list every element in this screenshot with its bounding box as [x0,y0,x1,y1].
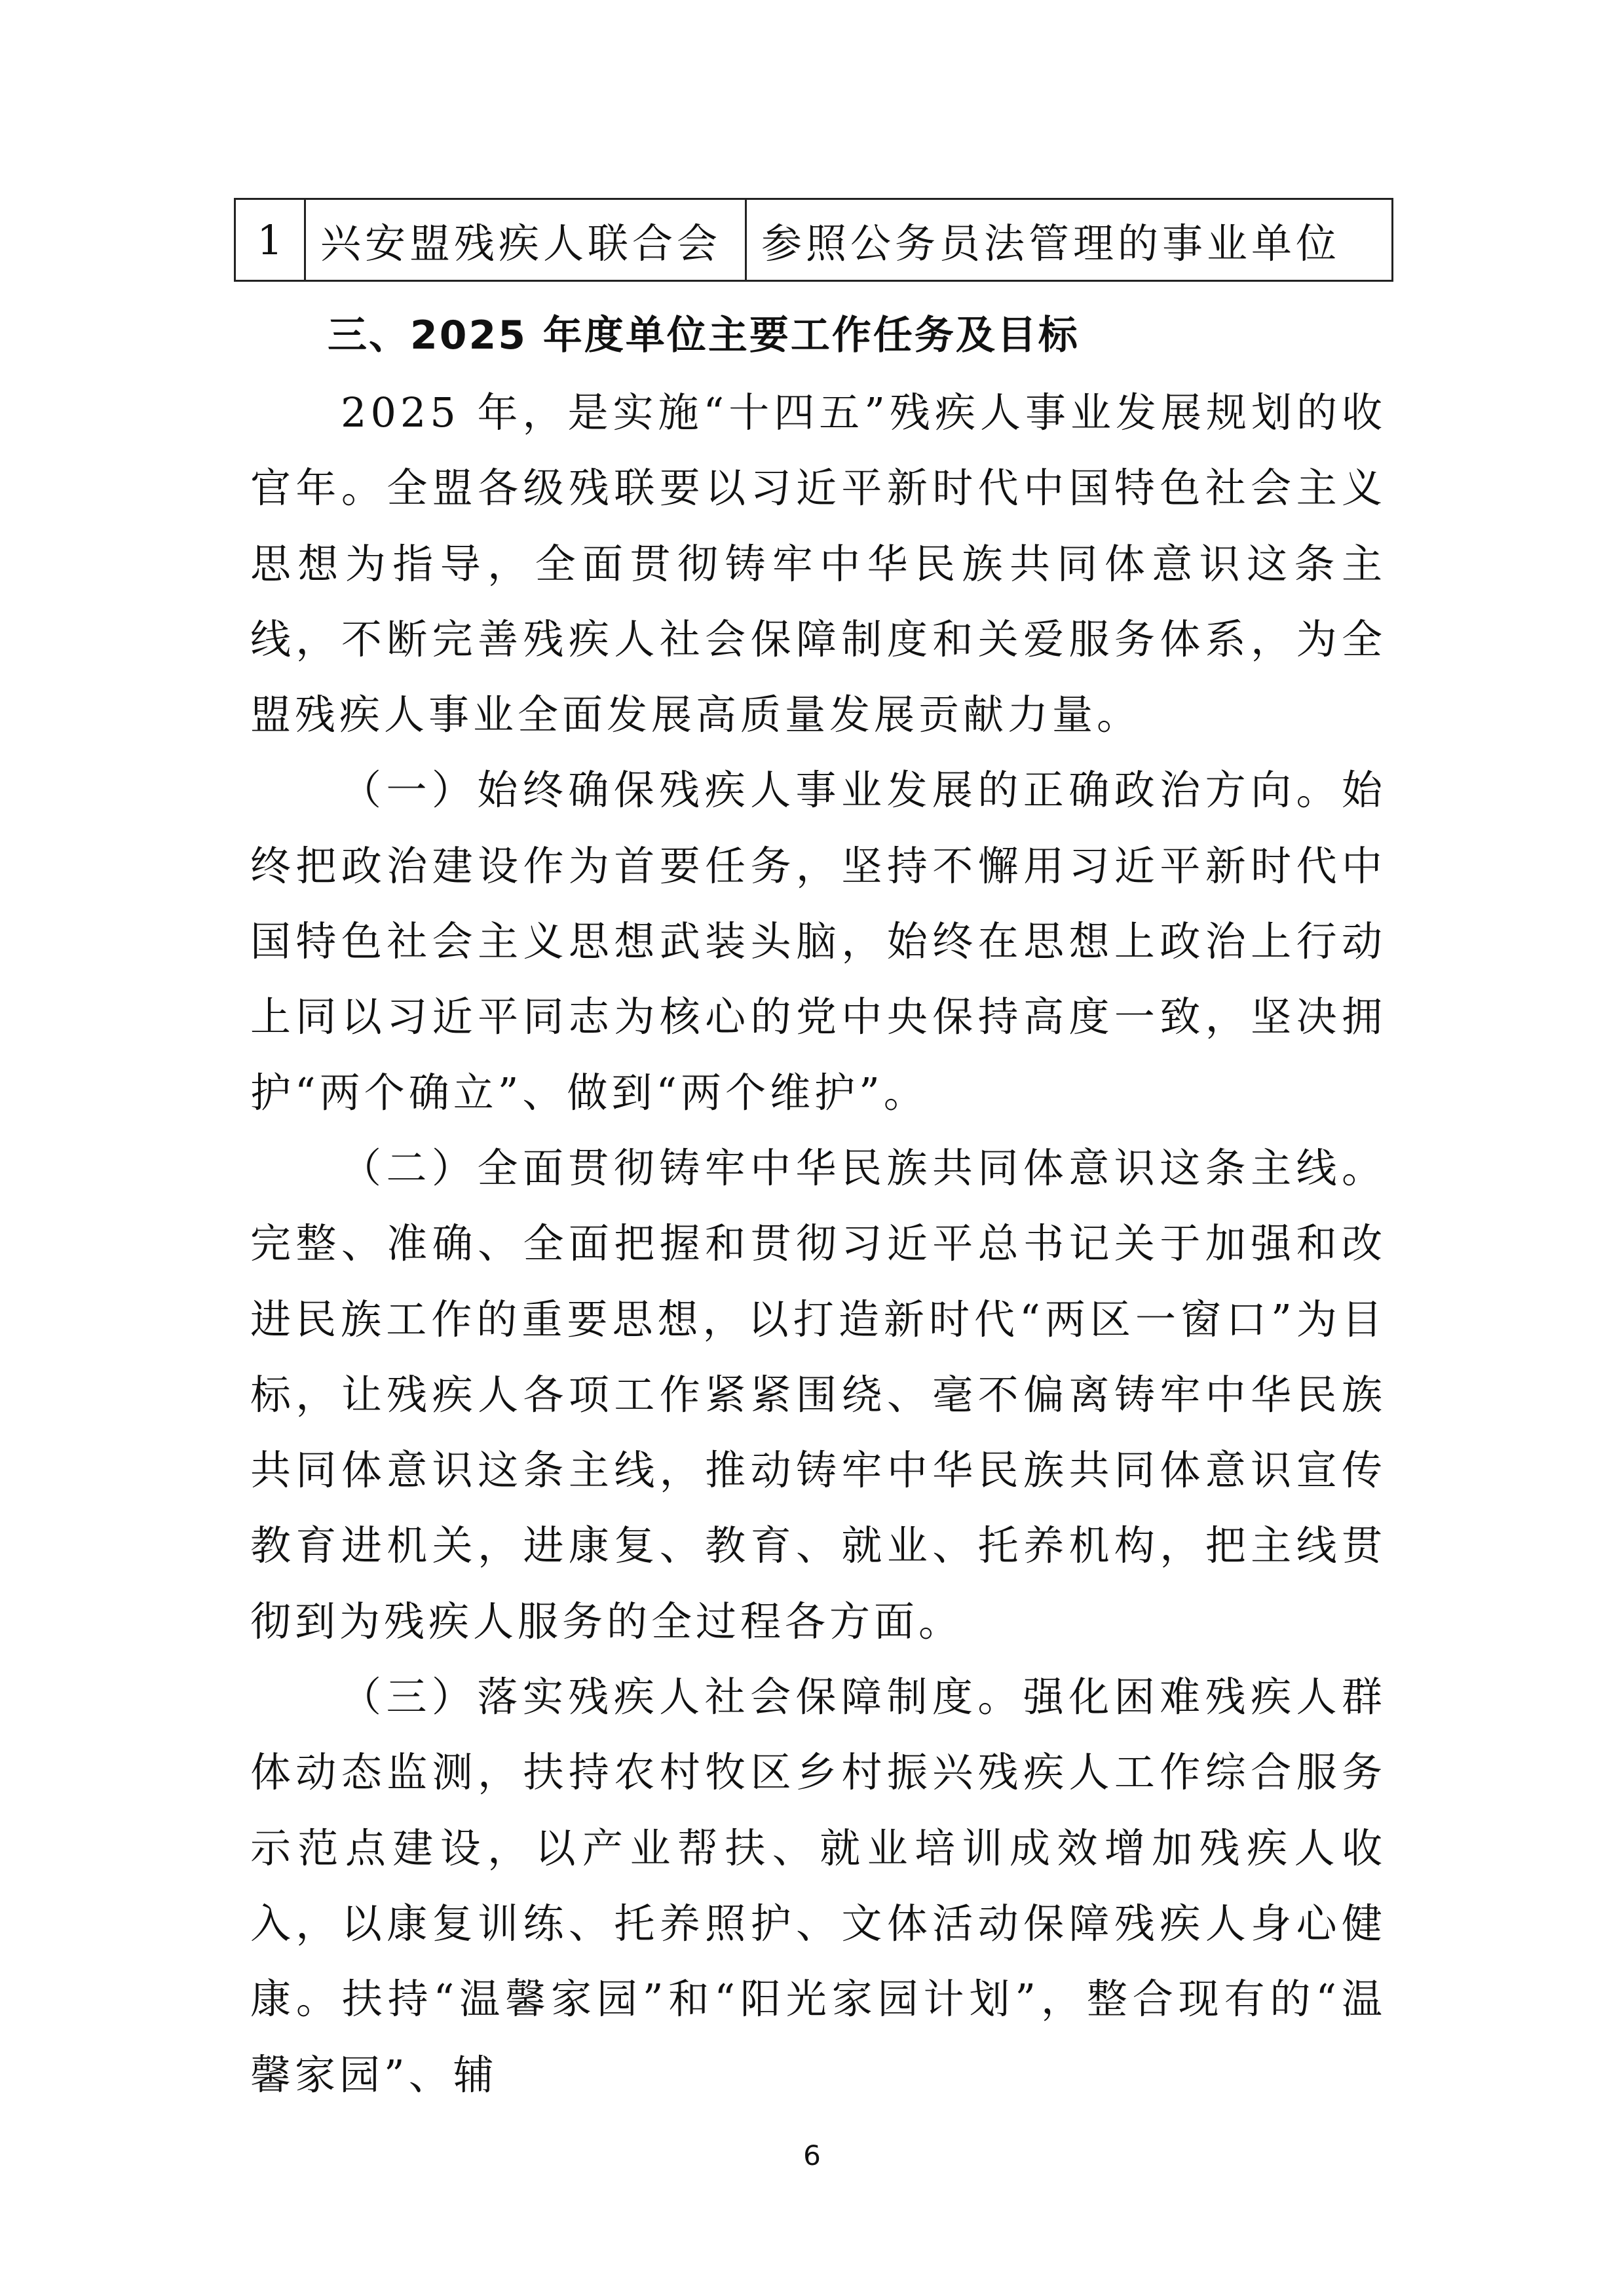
page-number: 6 [803,2139,821,2172]
unit-name: 兴安盟残疾人联合会 [305,199,746,281]
paragraph-social-security: （三）落实残疾人社会保障制度。强化困难残疾人群体动态监测，扶持农村牧区乡村振兴残疾人工作综合服务示范点建设，以产业帮扶、就业培训成效增加残疾人收入，以康复训练、托养照护、文体活动保障残疾人身心健康。扶持“温馨家园”和“阳光家园计划”，整合现有的“温馨家园”、辅 [250,1673,1386,2099]
body-text [250,375,1386,2113]
paragraph-intro: 2025 年，是实施“十四五”残疾人事业发展规划的收官年。全盟各级残联要以习近平新时代中国特色社会主义思想为指导，全面贯彻铸牢中华民族共同体意识这条主线，不断完善残疾人社会保障制度和关爱服务体系，为全盟残疾人事业全面发展高质量发展贡献力量。 [250,389,1386,739]
unit-table [234,198,1393,282]
paragraph-political-direction: （一）始终确保残疾人事业发展的正确政治方向。始终把政治建设作为首要任务，坚持不懈用习近平新时代中国特色社会主义思想武装头脑，始终在思想上政治上行动上同以习近平同志为核心的党中央保持高度一致，坚决拥护“两个确立”、做到“两个维护”。 [250,766,1386,1117]
paragraph-main-line: （二）全面贯彻铸牢中华民族共同体意识这条主线。完整、准确、全面把握和贯彻习近平总书记关于加强和改进民族工作的重要思想，以打造新时代“两区一窗口”为目标，让残疾人各项工作紧紧围绕、毫不偏离铸牢中华民族共同体意识这条主线，推动铸牢中华民族共同体意识宣传教育进机关，进康复、教育、就业、托养机构，把主线贯彻到为残疾人服务的全过程各方面。 [250,1143,1386,1645]
row-number: 1 [235,199,305,281]
section-heading: 三、2025 年度单位主要工作任务及目标 [328,313,1080,358]
unit-type: 参照公务员法管理的事业单位 [746,199,1393,281]
table-row [235,199,1393,281]
